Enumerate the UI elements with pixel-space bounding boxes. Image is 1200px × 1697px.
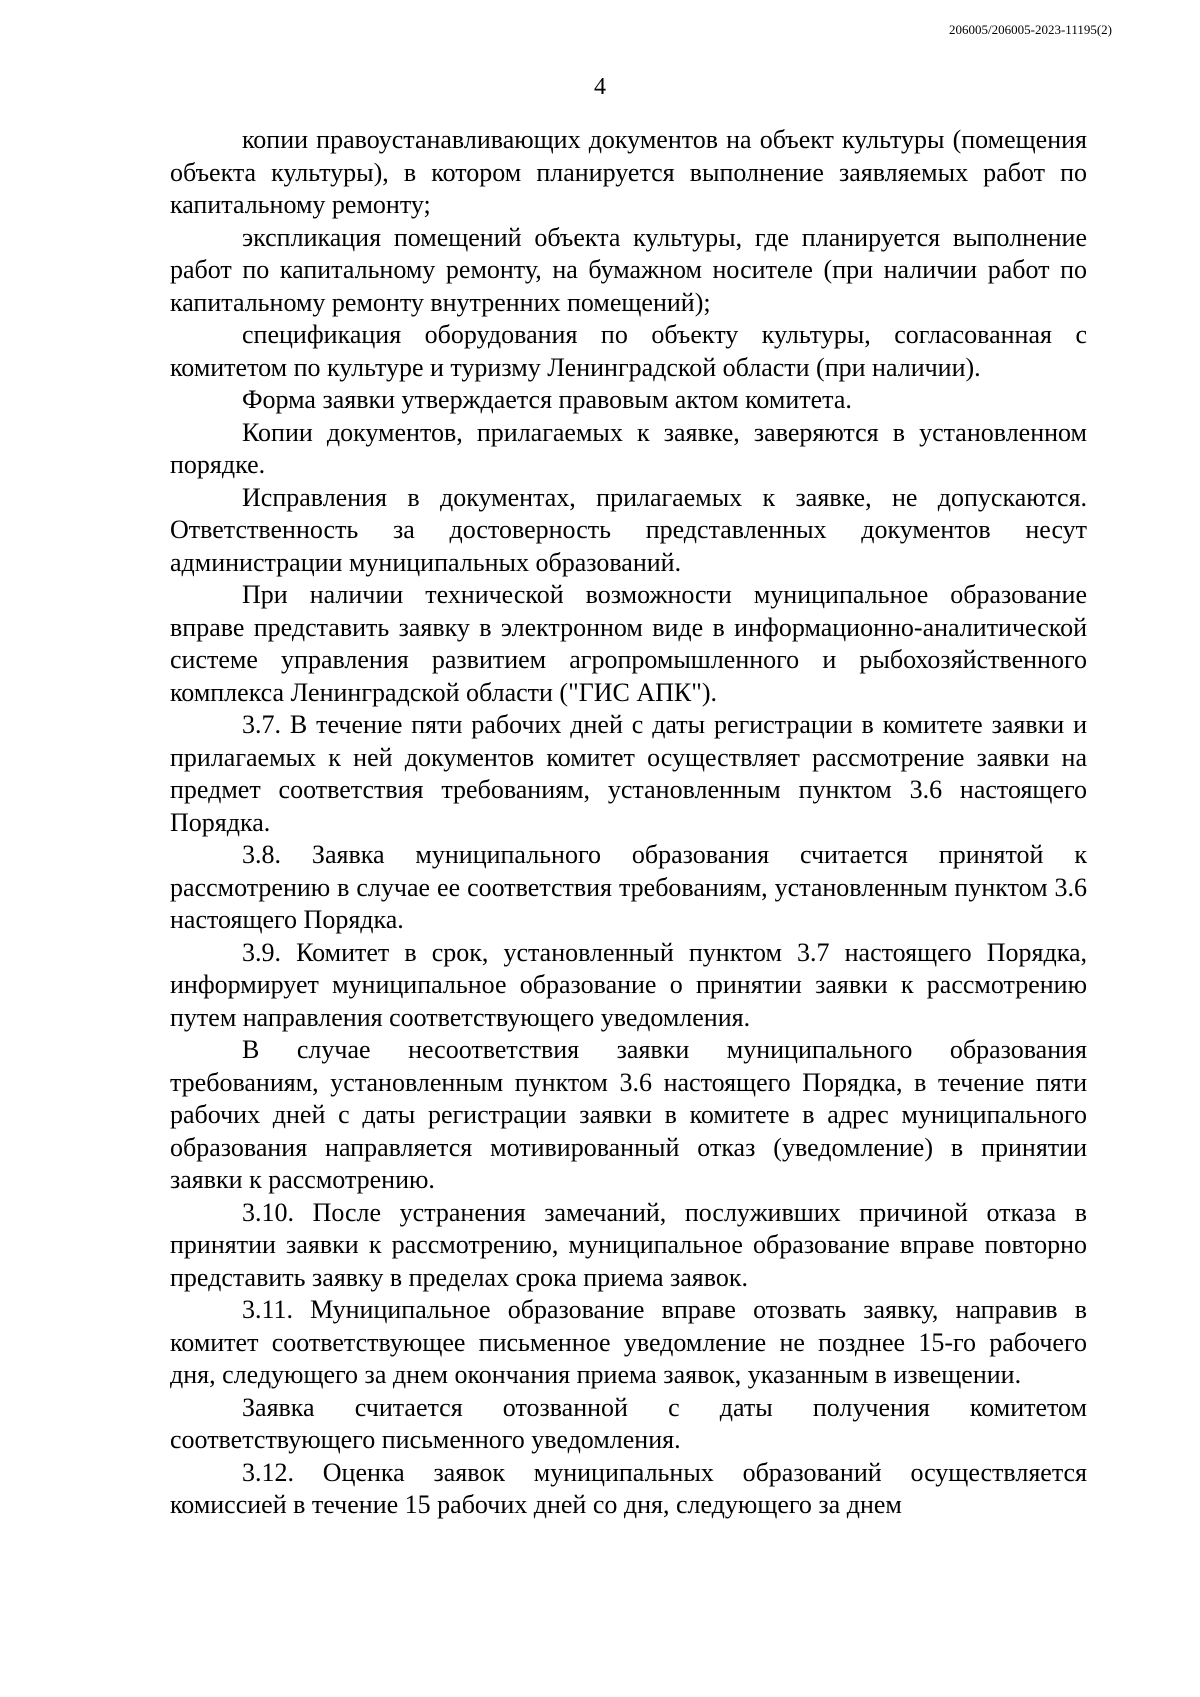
paragraph: экспликация помещений объекта культуры, где планируется выполнение работ по капитальному ремонту, на бумажном носителе (при наличии работ по капитальному ремонту внутренних помещений);	[170, 222, 1087, 317]
document-body	[170, 124, 1087, 1522]
paragraph: 3.7. В течение пяти рабочих дней с даты регистрации в комитете заявки и прилагаемых к ней документов комитет осуществляет рассмотрение заявки на предмет соответствия требованиям, установленным пунктом 3.6 настоящего Порядка.	[170, 710, 1087, 837]
paragraph: В случае несоответствия заявки муниципального образования требованиям, установленным пунктом 3.6 настоящего Порядка, в течение пяти рабочих дней с даты регистрации заявки в комитете в адрес муниципального образования направляется мотивированный отказ (уведомление) в принятии заявки к рассмотрению.	[170, 1035, 1087, 1194]
paragraph: Копии документов, прилагаемых к заявке, заверяются в установленном порядке.	[170, 417, 1087, 479]
paragraph: 3.11. Муниципальное образование вправе отозвать заявку, направив в комитет соответствующее письменное уведомление не позднее 15-го рабочего дня, следующего за днем окончания приема заявок, указанным в извещении.	[170, 1295, 1087, 1389]
paragraph: 3.9. Комитет в срок, установленный пунктом 3.7 настоящего Порядка, информирует муниципальное образование о принятии заявки к рассмотрению путем направления соответствующего уведомления.	[170, 937, 1087, 1032]
paragraph: Форма заявки утверждается правовым актом комитета.	[242, 385, 852, 414]
page-number: 4	[594, 74, 606, 100]
paragraph: 3.8. Заявка муниципального образования считается принятой к рассмотрению в случае ее соответствия требованиям, установленным пунктом 3.6 настоящего Порядка.	[170, 840, 1087, 934]
paragraph: 3.12. Оценка заявок муниципальных образований осуществляется комиссией в течение 15 рабочих дней со дня, следующего за днем	[170, 1457, 1087, 1519]
paragraph: Заявка считается отозванной с даты получения комитетом соответствующего письменного уведомления.	[170, 1392, 1087, 1454]
paragraph: Исправления в документах, прилагаемых к заявке, не допускаются. Ответственность за достоверность представленных документов несут администрации муниципальных образований.	[170, 482, 1087, 577]
paragraph: При наличии технической возможности муниципальное образование вправе представить заявку в электронном виде в информационно-аналитической системе управления развитием агропромышленного и рыбохозяйственного комплекса Ленинградской области ("ГИС АПК").	[170, 580, 1087, 707]
paragraph: копии правоустанавливающих документов на объект культуры (помещения объекта культуры), в котором планируется выполнение заявляемых работ по капитальному ремонту;	[170, 125, 1087, 219]
paragraph: спецификация оборудования по объекту культуры, согласованная с комитетом по культуре и туризму Ленинградской области (при наличии).	[170, 320, 1087, 382]
document-id: 206005/206005-2023-11195(2)	[949, 22, 1112, 37]
paragraph: 3.10. После устранения замечаний, послуживших причиной отказа в принятии заявки к рассмотрению, муниципальное образование вправе повторно представить заявку в пределах срока приема заявок.	[170, 1197, 1087, 1292]
